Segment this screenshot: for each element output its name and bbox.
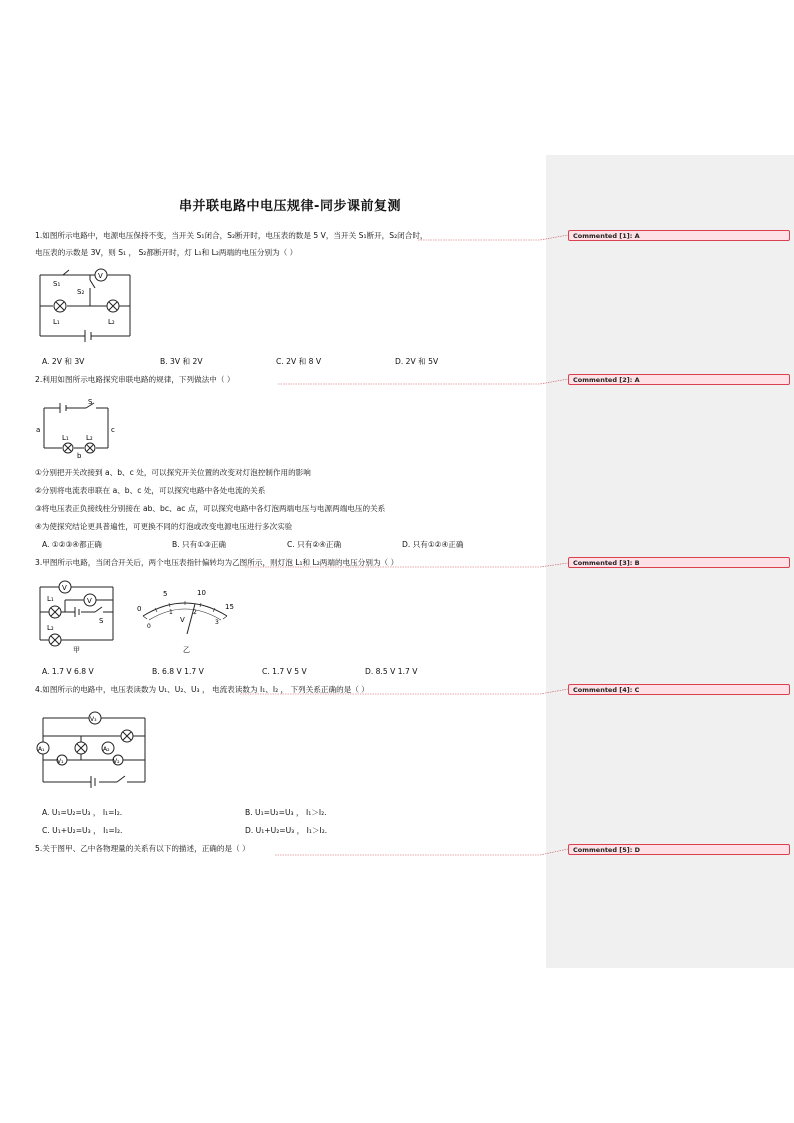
q3-jia-label: 甲 (73, 646, 80, 654)
q2-a-label: a (36, 426, 41, 434)
q2-s-label: S (88, 398, 93, 406)
comment-2[interactable]: Commented [2]: A (568, 374, 790, 385)
q3-dial-tick-10: 10 (197, 589, 206, 597)
q1-option-c[interactable]: C. 2V 和 8 V (276, 357, 322, 366)
q4-a1-label: A₁ (38, 746, 45, 753)
q2-option-b[interactable]: B. 只有①③正确 (172, 540, 227, 549)
comment-3[interactable]: Commented [3]: B (568, 557, 790, 568)
q2-circuit-figure (36, 400, 126, 460)
q1-l1-label: L₁ (53, 318, 60, 326)
q4-option-c[interactable]: C. U₁+U₂=U₃ ， I₁=I₂. (42, 826, 123, 835)
q3-option-c[interactable]: C. 1.7 V 5 V (262, 667, 307, 676)
q3-circuit-figure-jia (35, 578, 125, 653)
q2-statement-4: ④为使探究结论更具普遍性，可更换不同的灯泡或改变电源电压进行多次实验 (35, 522, 293, 531)
q4-option-a[interactable]: A. U₁=U₂=U₃ ， I₁=I₂. (42, 808, 123, 817)
q1-s1-label: S₁ (53, 280, 61, 288)
q3-s-label: S (99, 617, 104, 625)
q2-option-d[interactable]: D. 只有①②④正确 (402, 540, 464, 549)
q3-dial-tick-3: 3 (215, 619, 219, 626)
q2-statement-3: ③将电压表正负接线柱分别接在 ab、bc、ac 点，可以探究电路中各灯泡两端电压与电源两端电压的关系 (35, 504, 386, 513)
q2-option-a[interactable]: A. ①②③④都正确 (42, 540, 102, 549)
q2-c-label: c (111, 426, 115, 434)
q1-s2-label: S₂ (77, 288, 85, 296)
page-title: 串并联电路中电压规律-同步课前复测 (179, 199, 401, 214)
q3-yi-label: 乙 (183, 646, 190, 654)
q3-v1-label: V (62, 584, 67, 592)
comment-4[interactable]: Commented [4]: C (568, 684, 790, 695)
comment-1[interactable]: Commented [1]: A (568, 230, 790, 241)
q2-l2-label: L₂ (86, 434, 93, 442)
q4-option-b[interactable]: B. U₁=U₂=U₃ ， I₁＞I₂. (245, 808, 327, 817)
q3-dial-tick-0-top: 0 (137, 605, 142, 613)
q2-option-c[interactable]: C. 只有②④正确 (287, 540, 342, 549)
q2-b-label: b (77, 452, 82, 460)
comment-5[interactable]: Commented [5]: D (568, 844, 790, 855)
q2-statement-2: ②分别将电流表串联在 a、b、c 处，可以探究电路中各处电流的关系 (35, 486, 266, 495)
q1-text-line1: 1.如图所示电路中，电源电压保持不变，当开关 S₁闭合，S₂断开时，电压表的数是 5 V，当开关 S₁断开，S₂闭合时， (35, 231, 428, 240)
q4-text-line1: 4.如图所示的电路中，电压表读数为 U₁、U₂、U₃ ， 电流表读数为 I₁、I₂ ， 下列关系正确的是（ ） (35, 685, 369, 694)
q1-text-line2: 电压表的示数是 3V，则 S₁ ， S₂都断开时，灯 L₁和 L₂两端的电压分别为（ ） (35, 248, 298, 257)
q2-l1-label: L₁ (62, 434, 69, 442)
q3-dial-tick-5: 5 (163, 590, 168, 598)
q3-text-line1: 3.甲图所示电路，当闭合开关后，两个电压表指针偏转均为乙图所示，则灯泡 L₁和 L₂两端的电压分别为（ ） (35, 558, 399, 567)
q2-text-line1: 2.利用如图所示电路探究串联电路的规律，下列做法中（ ） (35, 375, 235, 384)
q3-v2-label: V (87, 597, 92, 605)
q1-option-b[interactable]: B. 3V 和 2V (160, 357, 203, 366)
q4-v2-label: V₂ (113, 758, 120, 765)
q3-option-a[interactable]: A. 1.7 V 6.8 V (42, 667, 94, 676)
q3-option-d[interactable]: D. 8.5 V 1.7 V (365, 667, 418, 676)
q4-circuit-figure (35, 710, 155, 790)
q4-a2-label: A₂ (103, 746, 110, 753)
q3-l1-label: L₁ (47, 595, 54, 603)
q3-voltmeter-dial-yi (135, 584, 235, 654)
q3-dial-tick-1: 1 (169, 609, 173, 616)
q1-l2-label: L₂ (108, 318, 115, 326)
q4-v3-label: V₃ (90, 716, 97, 723)
q3-l2-label: L₂ (47, 624, 54, 632)
q4-v1-label: V₁ (57, 758, 64, 765)
q3-dial-tick-2: 2 (193, 609, 197, 616)
q3-option-b[interactable]: B. 6.8 V 1.7 V (152, 667, 204, 676)
q1-option-a[interactable]: A. 2V 和 3V (42, 357, 85, 366)
q1-voltmeter-label: V (98, 272, 103, 280)
q5-text-line1: 5.关于图甲、乙中各物理量的关系有以下的描述，正确的是（ ） (35, 844, 250, 853)
q1-circuit-figure (35, 270, 135, 340)
q3-dial-tick-15: 15 (225, 603, 234, 611)
q2-statement-1: ①分别把开关改接到 a、b、c 处，可以探究开关位置的改变对灯泡控制作用的影响 (35, 468, 311, 477)
q3-dial-unit: V (180, 616, 185, 624)
q3-dial-tick-0-bottom: 0 (147, 623, 151, 630)
q4-option-d[interactable]: D. U₁+U₂=U₃ ， I₁＞I₂. (245, 826, 328, 835)
q1-option-d[interactable]: D. 2V 和 5V (395, 357, 439, 366)
